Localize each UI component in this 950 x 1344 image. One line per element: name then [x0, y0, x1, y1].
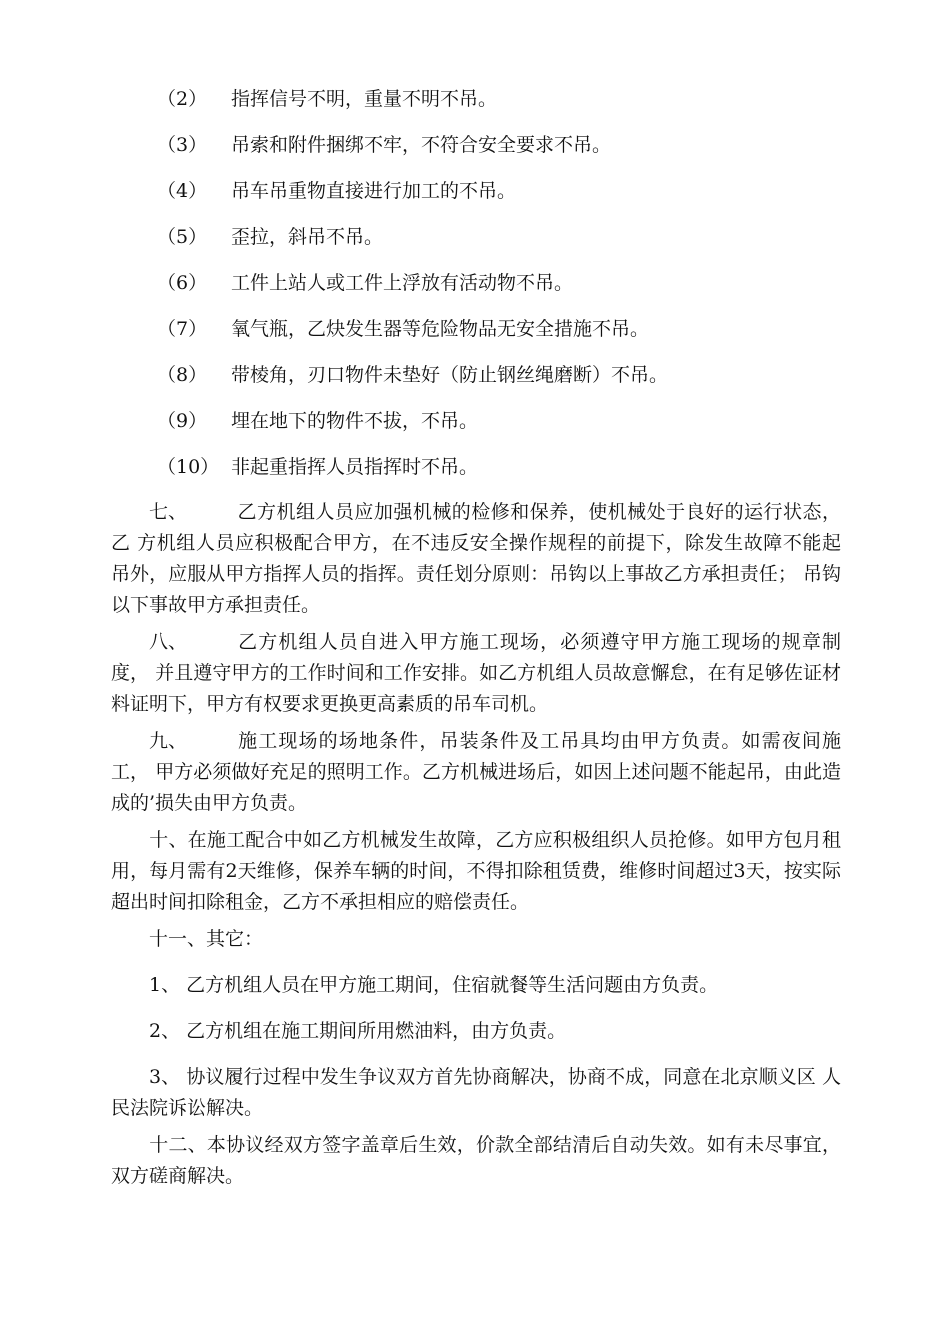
clause-text: 施工现场的场地条件，吊装条件及工吊具均由甲方负责。如需夜间施工， 甲方必须做好充足的照明工作。乙方机械进场后，如因上述问题不能起吊，由此造 成的’损失由甲方负责。 [111, 730, 841, 814]
list-item [157, 271, 573, 295]
list-item-text: 指挥信号不明，重量不明不吊。 [231, 88, 498, 110]
list-item [157, 133, 611, 157]
list-item-number: （2） [157, 88, 208, 110]
clause-12 [111, 1130, 841, 1192]
list-item-number: （9） [157, 410, 208, 432]
list-item [157, 87, 497, 111]
list-item-number: （3） [157, 134, 208, 156]
clause-text: 十二、本协议经双方签字盖章后生效，价款全部结清后自动失效。如有未尽事宜，双方磋商解决。 [111, 1134, 841, 1187]
list-item [157, 455, 478, 479]
clause-11 [111, 924, 841, 955]
list-item-number: （7） [157, 318, 208, 340]
list-item-number: （5） [157, 226, 208, 248]
list-item-number: （4） [157, 180, 208, 202]
list-item-text: 吊车吊重物直接进行加工的不吊。 [231, 180, 517, 202]
clause-10 [111, 825, 841, 918]
clause-label: 七、 [149, 501, 188, 523]
clause-label: 九、 [149, 730, 188, 752]
list-item [157, 179, 516, 203]
list-item-text: 埋在地下的物件不拔，不吊。 [231, 410, 479, 432]
clause-9 [111, 726, 841, 819]
list-item-text: 非起重指挥人员指挥时不吊。 [231, 456, 479, 478]
list-item-text: 歪拉，斜吊不吊。 [231, 226, 384, 248]
list-item-text: 带棱角，刃口物件未垫好（防止钢丝绳磨断）不吊。 [231, 364, 669, 386]
clause-7 [111, 497, 841, 621]
list-item-text: 吊索和附件捆绑不牢，不符合安全要求不吊。 [231, 134, 612, 156]
list-item [157, 317, 649, 341]
clause-text: 十一、其它： [149, 928, 264, 950]
clause-text: 3、 协议履行过程中发生争议双方首先协商解决，协商不成，同意在北京顺义区 人民法院诉讼解决。 [111, 1066, 841, 1119]
list-item-text: 工件上站人或工件上浮放有活动物不吊。 [231, 272, 574, 294]
list-item-number: （10） [157, 456, 220, 478]
clause-text: 乙方机组人员自进入甲方施工现场，必须遵守甲方施工现场的规章制度， 并且遵守甲方的工作时间和工作安排。如乙方机组人员故意懈怠，在有足够佐证材 料证明下，甲方有权要求更换更高素质的吊车司机。 [111, 631, 841, 715]
clause-11-item-3 [111, 1062, 841, 1124]
list-item-text: 氧气瓶，乙炔发生器等危险物品无安全措施不吊。 [231, 318, 650, 340]
list-item [157, 409, 478, 433]
clause-11-item-1 [111, 970, 841, 1001]
clause-text: 2、 乙方机组在施工期间所用燃油料，由方负责。 [149, 1020, 567, 1042]
clause-text: 十、在施工配合中如乙方机械发生故障，乙方应积极组织人员抢修。如甲方包月租用，每月需有2天维修，保养车辆的时间，不得扣除租赁费，维修时间超过3天，按实际超出时间扣除租金，乙方不承担相应的赔偿责任。 [111, 829, 841, 913]
clause-text: 1、 乙方机组人员在甲方施工期间，住宿就餐等生活问题由方负责。 [149, 974, 719, 996]
clause-11-item-2 [111, 1016, 841, 1047]
list-item-number: （6） [157, 272, 208, 294]
list-item [157, 363, 668, 387]
list-item-number: （8） [157, 364, 208, 386]
clause-text: 乙方机组人员应加强机械的检修和保养，使机械处于良好的运行状态，乙 方机组人员应积极配合甲方，在不违反安全操作规程的前提下，除发生故障不能起 吊外，应服从甲方指挥人员的指挥。责任划分原则：吊钩以上事故乙方承担责任； 吊钩以下事故甲方承担责任。 [111, 501, 841, 616]
clause-label: 八、 [149, 631, 188, 653]
list-item [157, 225, 383, 249]
clause-8 [111, 627, 841, 720]
